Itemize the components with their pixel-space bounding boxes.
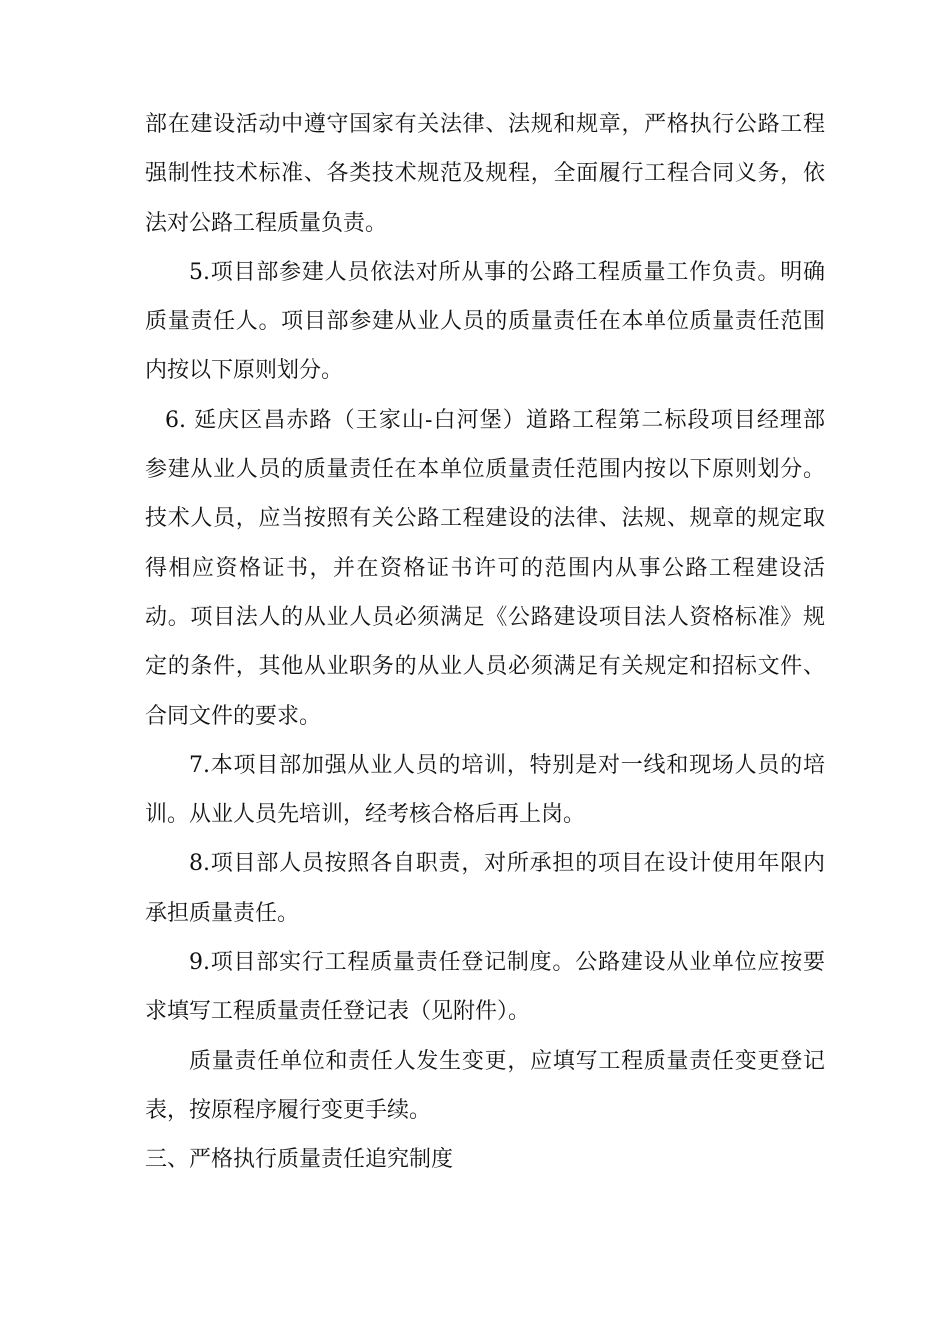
text-line: 5.项目部参建人员依法对所从事的公路工程质量工作负责。明确: [189, 259, 825, 285]
text-line: 8.项目部人员按照各自职责，对所承担的项目在设计使用年限内: [189, 851, 825, 877]
text-line: 7.本项目部加强从业人员的培训，特别是对一线和现场人员的培: [189, 752, 825, 778]
text-line: 合同文件的要求。: [145, 703, 322, 729]
text-line: 表，按原程序履行变更手续。: [145, 1097, 432, 1123]
text-line: 动。项目法人的从业人员必须满足《公路建设项目法人资格标准》规: [145, 604, 825, 630]
text-line: 参建从业人员的质量责任在本单位质量责任范围内按以下原则划分。: [145, 457, 825, 483]
text-line: 6. 延庆区昌赤路（王家山-白河堡）道路工程第二标段项目经理部: [165, 407, 825, 433]
text-line: 部在建设活动中遵守国家有关法律、法规和规章，严格执行公路工程: [145, 112, 825, 137]
text-line: 得相应资格证书，并在资格证书许可的范围内从事公路工程建设活: [145, 555, 825, 581]
text-line: 质量责任单位和责任人发生变更，应填写工程质量责任变更登记: [189, 1048, 825, 1074]
text-line: 法对公路工程质量负责。: [145, 210, 388, 236]
text-line: 质量责任人。项目部参建从业人员的质量责任在本单位质量责任范围: [145, 309, 825, 335]
text-line: 强制性技术标准、各类技术规范及规程，全面履行工程合同义务，依: [145, 161, 825, 187]
text-line: 求填写工程质量责任登记表（见附件）。: [145, 999, 531, 1025]
text-line: 三、严格执行质量责任追究制度: [145, 1147, 454, 1173]
text-line: 内按以下原则划分。: [145, 358, 344, 384]
text-line: 承担质量责任。: [145, 900, 300, 926]
body-text: [145, 100, 825, 1185]
text-line: 技术人员，应当按照有关公路工程建设的法律、法规、规章的规定取: [145, 506, 825, 532]
text-line: 定的条件，其他从业职务的从业人员必须满足有关规定和招标文件、: [145, 654, 825, 680]
text-line: 9.项目部实行工程质量责任登记制度。公路建设从业单位应按要: [189, 950, 825, 976]
text-line: 训。从业人员先培训，经考核合格后再上岗。: [145, 802, 586, 828]
